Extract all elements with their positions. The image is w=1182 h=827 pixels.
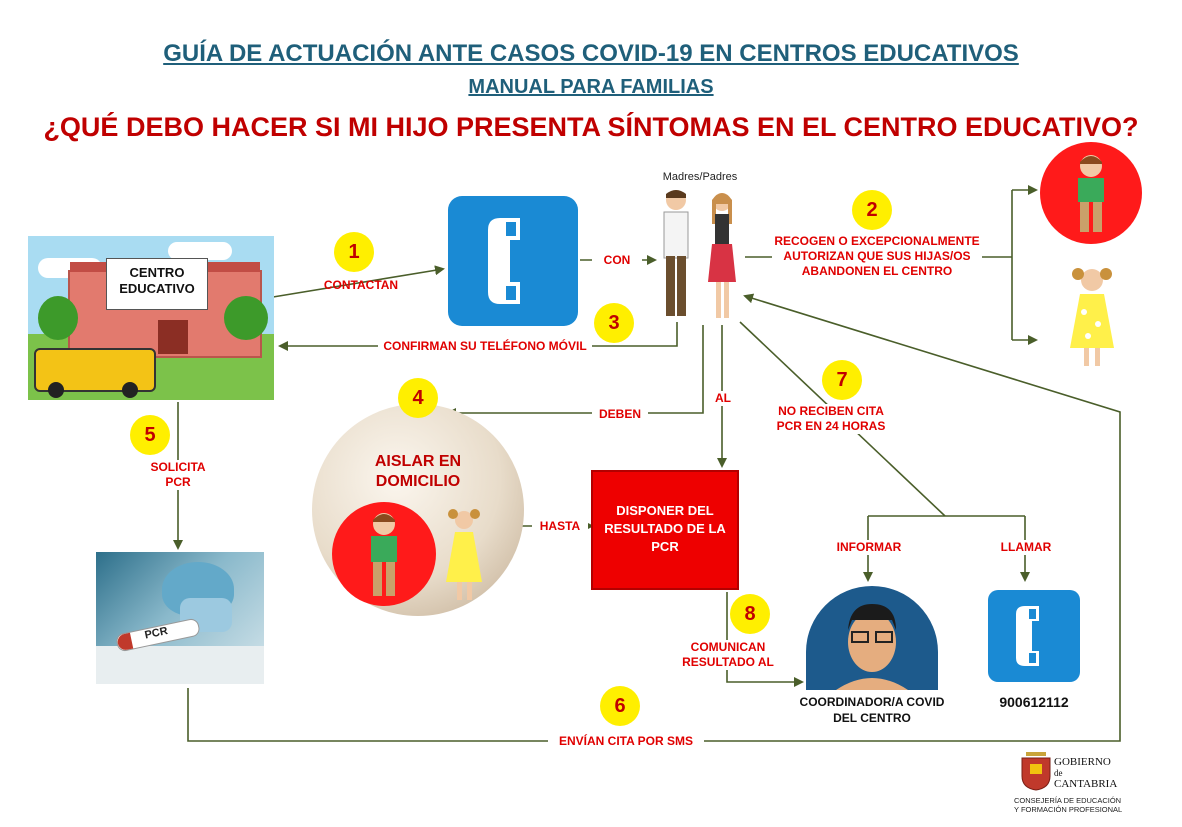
hotline-phone-icon: [988, 590, 1080, 682]
step-badge-5: 5: [130, 415, 170, 455]
hotline-number: 900612112: [999, 694, 1069, 710]
label-contactan: CONTACTAN: [323, 278, 399, 292]
isolation-bubble: [312, 404, 524, 616]
isolated-girl-illustration: [442, 504, 486, 604]
girl-illustration: [1060, 262, 1124, 370]
label-comunican: COMUNICAN RESULTADO AL: [680, 640, 776, 670]
label-hasta: HASTA: [532, 519, 588, 534]
label-llamar: LLAMAR: [990, 540, 1062, 555]
step-badge-2: 2: [852, 190, 892, 230]
label-informar: INFORMAR: [826, 540, 912, 555]
school-illustration: [28, 236, 274, 400]
gobierno-cantabria-logo: [1014, 748, 1124, 820]
pcr-tube-label: PCR: [143, 625, 169, 642]
boy-illustration: [1040, 142, 1142, 244]
step-badge-1: 1: [334, 232, 374, 272]
label-con: CON: [592, 253, 642, 268]
label-solicita: SOLICITA PCR: [138, 460, 218, 490]
step-badge-7: 7: [822, 360, 862, 400]
label-envian: ENVÍAN CITA POR SMS: [548, 734, 704, 749]
parents-label: Madres/Padres: [662, 171, 738, 183]
phone-icon: [448, 196, 578, 326]
isolation-label: AISLAR EN DOMICILIO: [374, 453, 462, 490]
step-badge-4: 4: [398, 378, 438, 418]
label-al: AL: [710, 391, 736, 406]
isolated-boy-illustration: [332, 502, 436, 606]
pcr-result-box: [591, 470, 739, 590]
page-question: ¿QUÉ DEBO HACER SI MI HIJO PRESENTA SÍNTOMAS EN EL CENTRO EDUCATIVO?: [43, 112, 1139, 142]
logo-line3: CANTABRIA: [1054, 778, 1118, 790]
school-label: CENTRO EDUCATIVO: [106, 258, 208, 310]
page-subtitle: MANUAL PARA FAMILIAS: [468, 76, 714, 98]
logo-department: CONSEJERÍA DE EDUCACIÓN Y FORMACIÓN PROFESIONAL: [1014, 796, 1123, 814]
logo-line1: GOBIERNO: [1054, 756, 1111, 768]
pcr-result-label: DISPONER DEL RESULTADO DE LA PCR: [604, 503, 726, 554]
pcr-test-photo: [96, 552, 264, 684]
label-recogen: RECOGEN O EXCEPCIONALMENTE AUTORIZAN QUE SUS HIJAS/OS ABANDONEN EL CENTRO: [772, 234, 982, 279]
parents-illustration: [652, 186, 748, 326]
label-deben: DEBEN: [592, 407, 648, 422]
coat-of-arms-icon: [1018, 748, 1054, 792]
coordinator-label: COORDINADOR/A COVID DEL CENTRO: [799, 695, 945, 725]
label-confirman: CONFIRMAN SU TELÉFONO MÓVIL: [378, 339, 592, 354]
page-title: GUÍA DE ACTUACIÓN ANTE CASOS COVID-19 EN CENTROS EDUCATIVOS: [163, 40, 1019, 67]
step-badge-6: 6: [600, 686, 640, 726]
label-no-reciben: NO RECIBEN CITA PCR EN 24 HORAS: [772, 404, 890, 434]
logo-line2: de: [1054, 768, 1063, 778]
step-badge-8: 8: [730, 594, 770, 634]
step-badge-3: 3: [594, 303, 634, 343]
